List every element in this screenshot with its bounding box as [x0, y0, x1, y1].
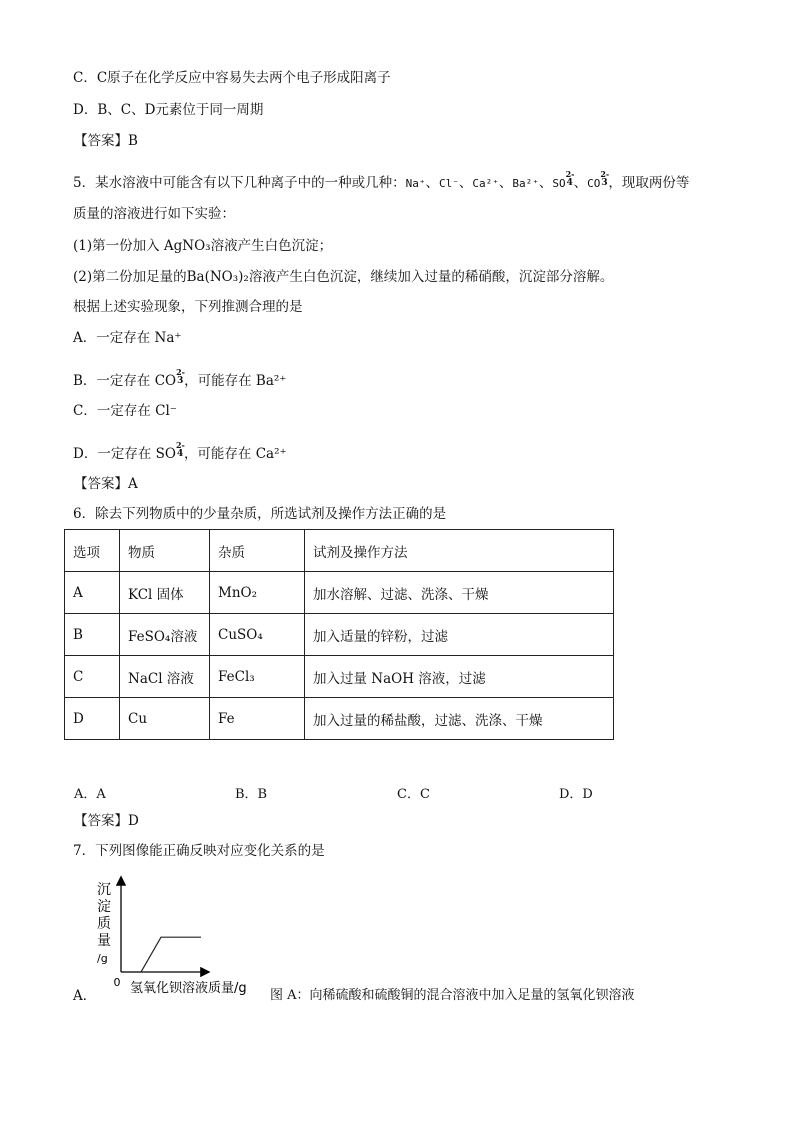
q6-choice-a: A．A [74, 787, 106, 802]
y-axis-label-char: /g [97, 952, 108, 965]
q5-stem-line2: 质量的溶液进行如下实验： [73, 206, 235, 222]
co3-charge: 2- 3 [600, 169, 610, 188]
so4-charge: 2- 4 [565, 169, 575, 188]
table-cell: 加入过量的稀盐酸，过滤、洗涤、干燥 [305, 698, 614, 740]
table-row [65, 572, 614, 614]
table-cell: FeSO₄溶液 [120, 614, 210, 656]
origin-label: 0 [113, 976, 121, 989]
q4-answer: 【答案】B [74, 133, 138, 149]
ion-cl: Cl⁻ [438, 177, 459, 190]
table-cell: MnO₂ [210, 572, 305, 614]
table-header-cell: 杂质 [210, 530, 305, 572]
q7-stem: 7．下列图像能正确反映对应变化关系的是 [73, 843, 325, 859]
table-cell: A [65, 572, 120, 614]
x-axis-label: 氢氧化钡溶液质量/g [130, 981, 247, 996]
table-header-cell: 试剂及操作方法 [305, 530, 614, 572]
q5-prompt: 根据上述实验现象，下列推测合理的是 [73, 299, 303, 315]
table-cell: Cu [120, 698, 210, 740]
table-header-cell: 物质 [120, 530, 210, 572]
y-axis-label-char: 沉 [97, 882, 111, 898]
y-axis-label-char: 量 [97, 933, 111, 949]
ion-so: SO [552, 177, 566, 190]
q4-option-c: C．C原子在化学反应中容易失去两个电子形成阳离子 [73, 70, 391, 86]
y-axis-label-char: 质 [97, 916, 111, 932]
q5-answer: 【答案】A [74, 476, 138, 492]
y-axis-label [97, 882, 111, 965]
so4-charge-d: 2- 4 [175, 440, 185, 459]
table-cell: 加入适量的锌粉，过滤 [305, 614, 614, 656]
table-header-row [65, 530, 614, 572]
ion-na: Na⁺ [405, 177, 426, 190]
q5-option-c: C．一定存在 Cl⁻ [73, 403, 177, 419]
table-cell: C [65, 656, 120, 698]
series-line [121, 937, 201, 972]
q5-option-d: D．一定存在 SO 2- 4 ，可能存在 Ca²⁺ [73, 440, 287, 462]
q6-answer: 【答案】D [74, 813, 139, 829]
table-cell: NaCl 溶液 [120, 656, 210, 698]
q5-stem-line1: 5．某水溶液中可能含有以下几种离子中的一种或几种：Na⁺、Cl⁻、Ca²⁺、Ba²⁺、SO 2- 4 、CO 2- 3 ，现取两份等 [73, 169, 690, 191]
q6-choice-c: C．C [397, 787, 430, 802]
table-cell: D [65, 698, 120, 740]
ion-ba: Ba²⁺ [512, 177, 539, 190]
q4-option-d: D．B、C、D元素位于同一周期 [73, 102, 264, 118]
y-axis-label-char: 淀 [97, 899, 111, 915]
table-header-cell: 选项 [65, 530, 120, 572]
q7-chart [90, 872, 270, 1002]
q6-choice-b: B．B [235, 787, 268, 802]
q5-stem-prefix: 5．某水溶液中可能含有以下几种离子中的一种或几种： [73, 175, 406, 191]
table-row [65, 614, 614, 656]
table-cell: 加水溶解、过滤、洗涤、干燥 [305, 572, 614, 614]
q7-option-a-caption: 图 A：向稀硫酸和硫酸铜的混合溶液中加入足量的氢氧化钡溶液 [270, 988, 635, 1003]
q5-exp1: (1)第一份加入 AgNO₃溶液产生白色沉淀； [73, 238, 333, 254]
co3-charge-b: 2- 3 [176, 367, 185, 386]
table-cell: CuSO₄ [210, 614, 305, 656]
q5-option-a: A．一定存在 Na⁺ [73, 330, 182, 346]
q5-exp2: (2)第二份加足量的Ba(NO₃)₂溶液产生白色沉淀，继续加入过量的稀硝酸，沉淀部分溶解。 [73, 269, 614, 285]
table-cell: 加入过量 NaOH 溶液，过滤 [305, 656, 614, 698]
q5-stem-suffix: ，现取两份等 [608, 175, 690, 191]
table-cell: FeCl₃ [210, 656, 305, 698]
ion-co: CO [587, 177, 601, 190]
q5-option-b: B．一定存在 CO 2- 3 ，可能存在 Ba²⁺ [73, 367, 287, 389]
q6-stem: 6．除去下列物质中的少量杂质，所选试剂及操作方法正确的是 [73, 506, 447, 522]
table-cell: Fe [210, 698, 305, 740]
table-row [65, 698, 614, 740]
table-row [65, 656, 614, 698]
q6-choice-d: D．D [559, 787, 593, 802]
table-cell: B [65, 614, 120, 656]
q7-option-a-label: A． [73, 988, 97, 1004]
ion-ca: Ca²⁺ [472, 177, 499, 190]
q6-table [64, 529, 614, 740]
table-cell: KCl 固体 [120, 572, 210, 614]
